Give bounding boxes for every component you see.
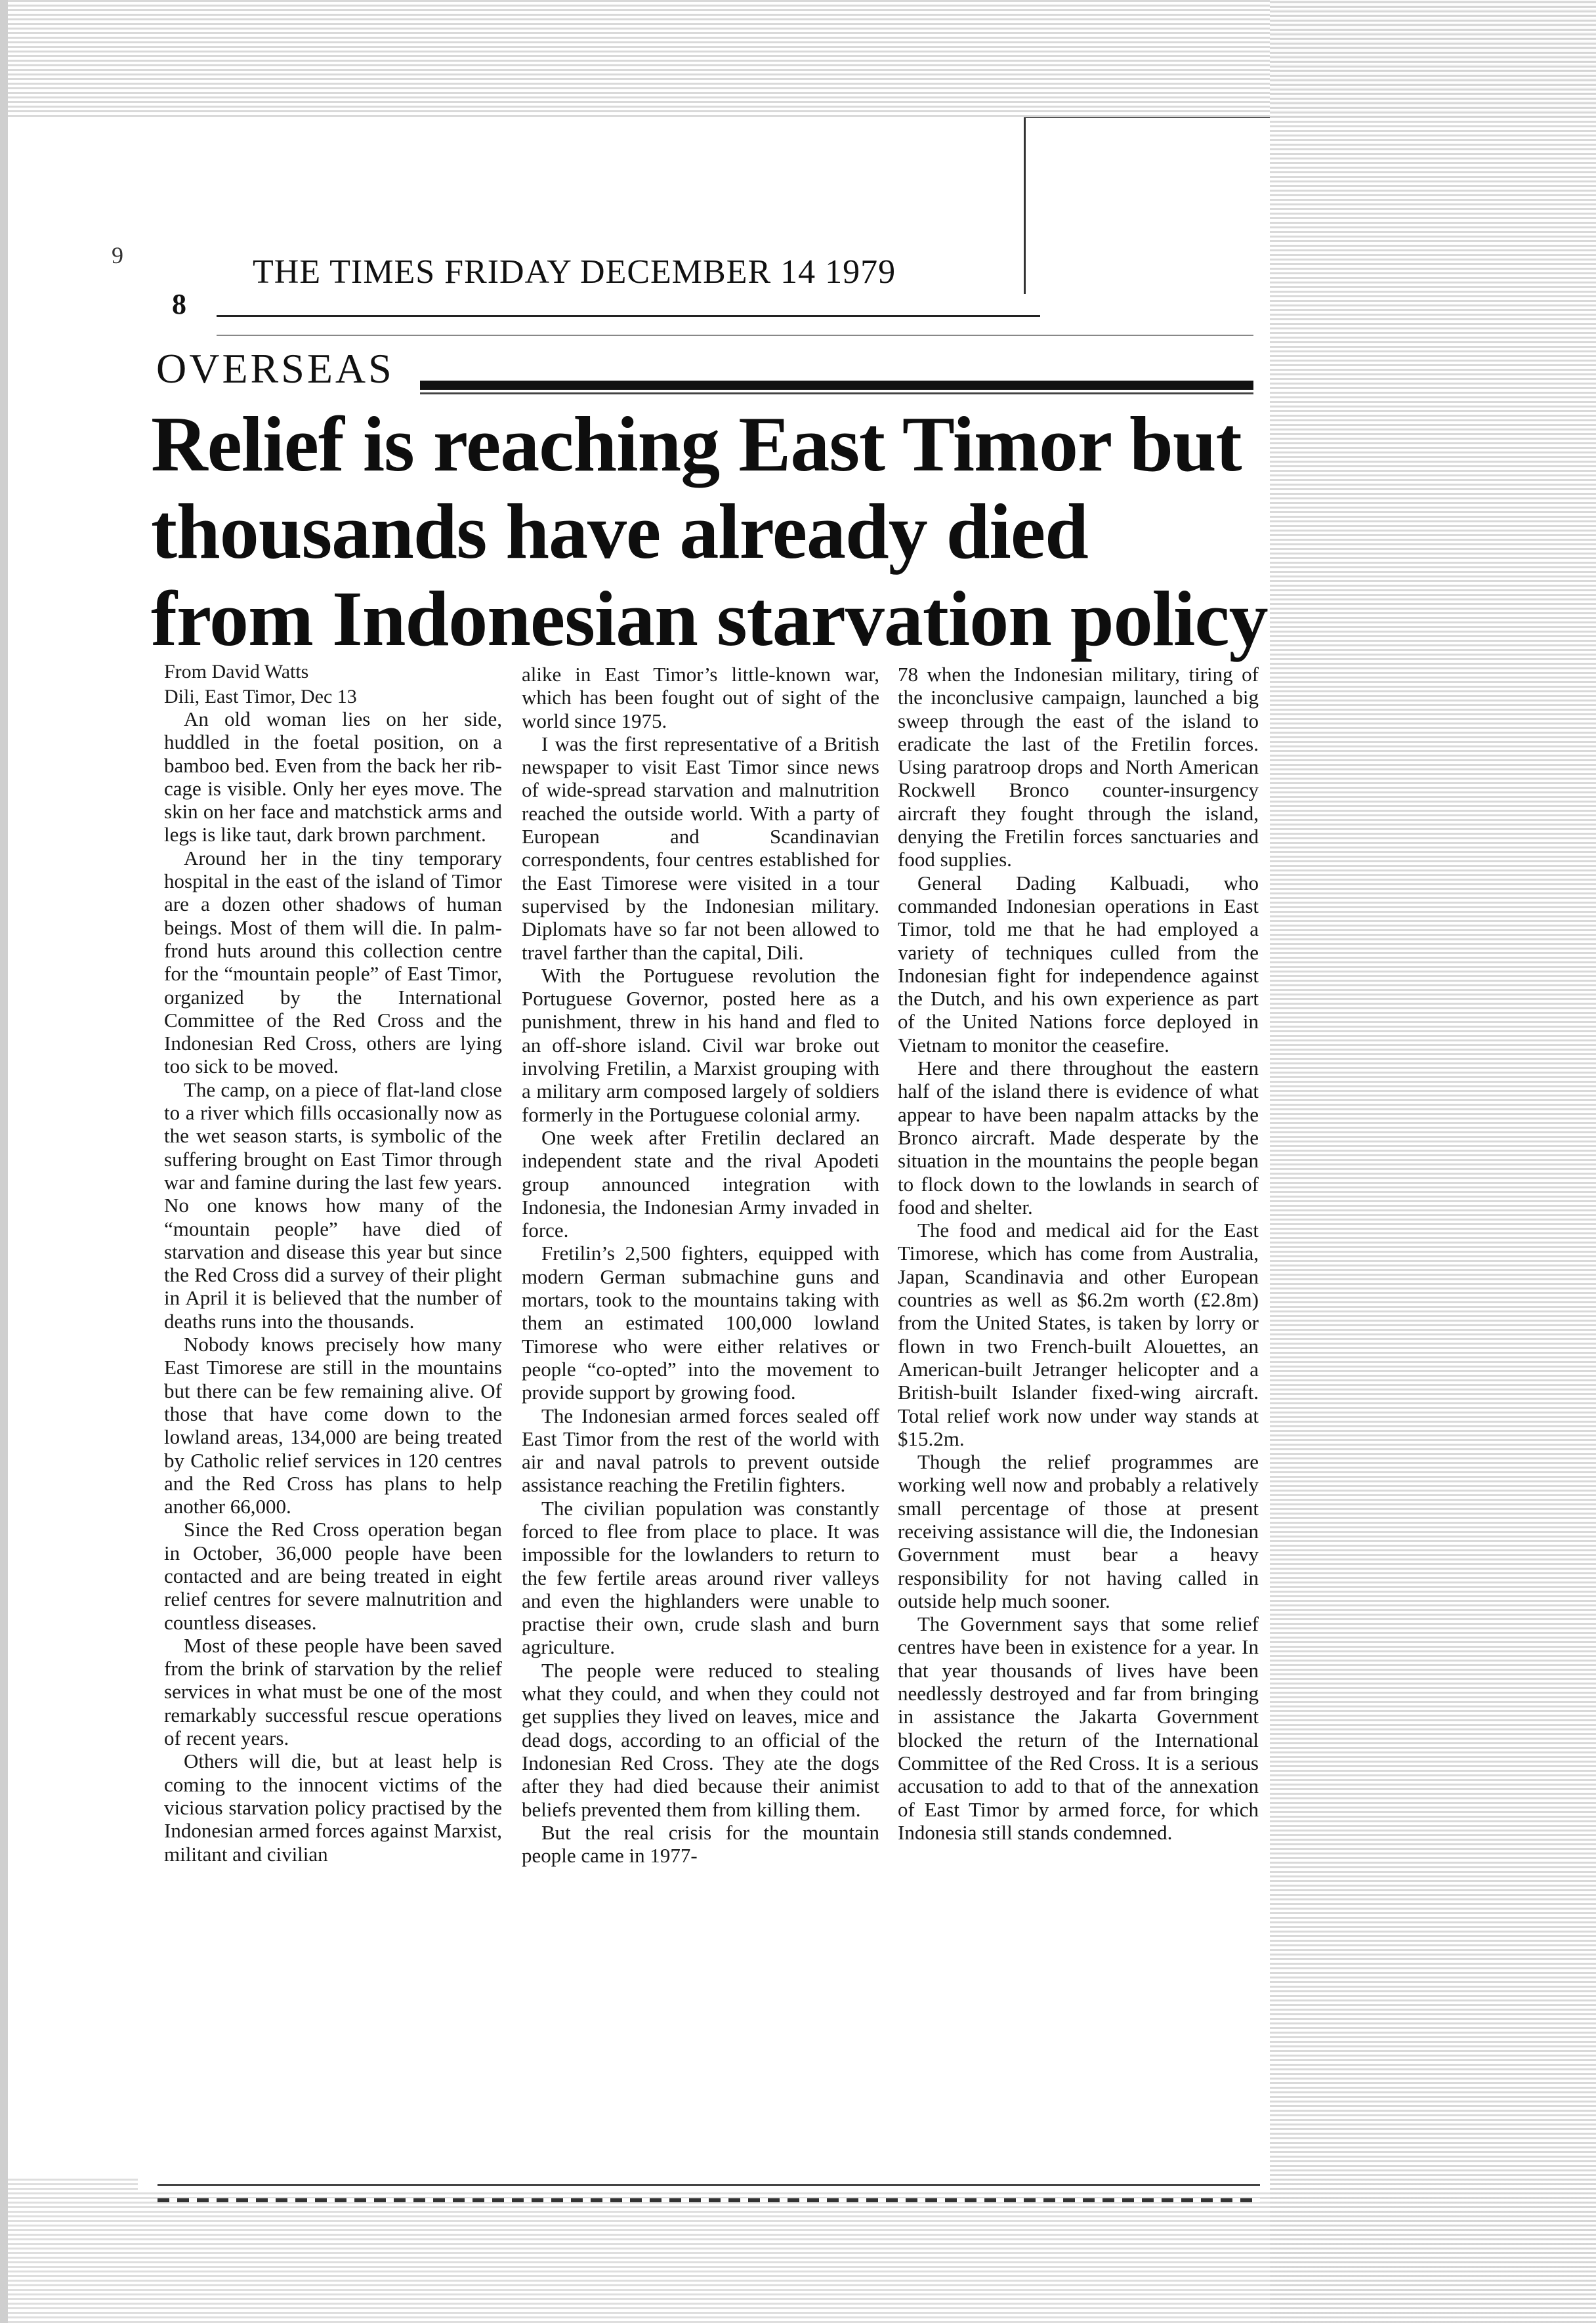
section-bar xyxy=(420,381,1253,390)
paragraph: The food and medical aid for the East Timorese, which has come from Australia, Japan, Scandinavia and other European countries as well as $6.2m worth (£2.8m) from the United States, is taken by lorry or flown in two French-built Alouettes, an American-built Jetranger helicopter and a British-built Islander fixed-wing aircraft. Total relief work now under way stands at $15.2m. xyxy=(898,1219,1259,1450)
page-number: 8 xyxy=(172,288,186,320)
footer-rule xyxy=(158,2184,1260,2186)
masthead: THE TIMES FRIDAY DECEMBER 14 1979 xyxy=(253,253,896,291)
byline-author: From David Watts xyxy=(164,661,309,682)
paragraph: Most of these people have been saved from the brink of starvation by the relief services in what must be one of the most remarkably successful rescue operations of recent years. xyxy=(164,1633,502,1750)
byline-dateline: Dili, East Timor, Dec 13 xyxy=(164,686,357,707)
corner-mark: 9 xyxy=(112,242,123,268)
article-column-3 xyxy=(898,663,1259,1844)
byline xyxy=(164,659,357,709)
paragraph: alike in East Timor’s little-known war, which has been fought out of sight of the world since 1975. xyxy=(522,663,879,732)
paragraph: Since the Red Cross operation began in October, 36,000 people have been contacted and are being treated in eight relief centres for severe malnutrition and countless diseases. xyxy=(164,1518,502,1634)
paragraph: I was the first representative of a British newspaper to visit East Timor since news of wide-spread starvation and malnutrition reached the outside world. With a party of European and Scandinavian correspondents, four centres established for the East Timorese were visited in a tour supervised by the Indonesian military. Diplomats have so far not been allowed to travel farther than the capital, Dili. xyxy=(522,732,879,964)
paragraph: 78 when the Indonesian military, tiring of the inconclusive campaign, launched a big sweep through the east of the island to eradicate the last of the Fretilin forces. Using paratroop drops and North American Rockwell Bronco counter-insurgency aircraft they fought through the island, denying the Fretilin forces sanctuaries and food supplies. xyxy=(898,663,1259,871)
section-label: OVERSEAS xyxy=(156,345,394,392)
paragraph: The camp, on a piece of flat-land close to a river which fills occasionally now as the wet season starts, is symbolic of the suffering brought on East Timor through war and famine during the last few years. No one knows how many of the “mountain people” have died of starvation and disease this year but since the Red Cross did a survey of their plight in April it is believed that the number of deaths runs into the thousands. xyxy=(164,1078,502,1333)
footer-rule-dashed xyxy=(158,2198,1260,2202)
paragraph: The civilian population was constantly forced to flee from place to place. It was impossible for the lowlanders to return to the few fertile areas around river valleys and even the highlanders were unable to practise their own, crude slash and burn agriculture. xyxy=(522,1496,879,1659)
article-column-2 xyxy=(522,663,879,1867)
headline-line-1: Relief is reaching East Timor but xyxy=(151,400,1242,488)
headline-line-3: from Indonesian starvation policy xyxy=(151,575,1268,662)
paragraph: Though the relief programmes are working well now and probably a relatively small percentage of those at present receiving assistance will die, the Indonesian Government must bear a heavy responsibility for not having called in outside help much sooner. xyxy=(898,1450,1259,1612)
scan-texture-right xyxy=(1270,0,1596,2323)
headline-line-2: thousands have already died xyxy=(151,488,1088,575)
paragraph: Here and there throughout the eastern half of the island there is evidence of what appear to have been napalm attacks by the Bronco aircraft. Made desperate by the situation in the mountains the people began to flock down to the lowlands in search of food and shelter. xyxy=(898,1057,1259,1219)
paragraph: An old woman lies on her side, huddled in the foetal position, on a bamboo bed. Even from the back her rib-cage is visible. Only her eyes move. The skin on her face and matchstick arms and legs is like taut, dark brown parchment. xyxy=(164,707,502,847)
paragraph: But the real crisis for the mountain people came in 1977- xyxy=(522,1820,879,1868)
paragraph: The Indonesian armed forces sealed off East Timor from the rest of the world with air and naval patrols to prevent outside assistance reaching the Fretilin fighters. xyxy=(522,1404,879,1497)
paragraph: Others will die, but at least help is coming to the innocent victims of the vicious starvation policy practised by the Indonesian armed forces against Marxist, militant and civilian xyxy=(164,1749,502,1866)
paragraph: Around her in the tiny temporary hospital in the east of the island of Timor are a dozen other shadows of human beings. Most of them will die. In palm-frond huts around this collection centre for the “mountain people” of East Timor, organized by the International Committee of the Red Cross and the Indonesian Red Cross, others are lying too sick to be moved. xyxy=(164,846,502,1078)
section-bar-thin xyxy=(420,392,1253,394)
paragraph: The people were reduced to stealing what they could, and when they could not get supplies they lived on leaves, mice and dead dogs, according to an official of the Indonesian Red Cross. They ate the dogs after they had died because their animist beliefs prevented them from killing them. xyxy=(522,1658,879,1821)
scan-edge-left xyxy=(0,0,8,2323)
headline xyxy=(151,400,1268,662)
clipping-edge-horizontal xyxy=(1024,117,1270,118)
paragraph: One week after Fretilin declared an independent state and the rival Apodeti group announced integration with Indonesia, the Indonesian Army invaded in force. xyxy=(522,1125,879,1242)
masthead-rule-faint xyxy=(217,335,1253,336)
paragraph: With the Portuguese revolution the Portuguese Governor, posted here as a punishment, threw in his hand and fled to an off-shore island. Civil war broke out involving Fretilin, a Marxist grouping with a military arm composed largely of soldiers formerly in the Portuguese colonial army. xyxy=(522,963,879,1126)
paragraph: Fretilin’s 2,500 fighters, equipped with modern German submachine guns and mortars, took to the mountains taking with them an estimated 100,000 lowland Timorese who were either relatives or people “co-opted” into the movement to provide support by growing food. xyxy=(522,1242,879,1404)
paragraph: General Dading Kalbuadi, who commanded Indonesian operations in East Timor, told me that he had employed a variety of techniques culled from the Indonesian fight for independence against the Dutch, and his own experience as part of the United Nations force deployed in Vietnam to monitor the ceasefire. xyxy=(898,871,1259,1057)
paragraph: The Government says that some relief centres have been in existence for a year. In that year thousands of lives have been needlessly destroyed and far from bringing in assistance the Jakarta Government blocked the return of the International Committee of the Red Cross. It is a serious accusation to add to that of the annexation of East Timor by armed force, for which Indonesia still stands condemned. xyxy=(898,1612,1259,1844)
masthead-rule xyxy=(217,315,1040,317)
paragraph: Nobody knows precisely how many East Timorese are still in the mountains but there can be few remaining alive. Of those that have come down to the lowland areas, 134,000 are being treated by Catholic relief services in 120 centres and the Red Cross has plans to help another 66,000. xyxy=(164,1333,502,1518)
article-column-1 xyxy=(164,707,502,1866)
